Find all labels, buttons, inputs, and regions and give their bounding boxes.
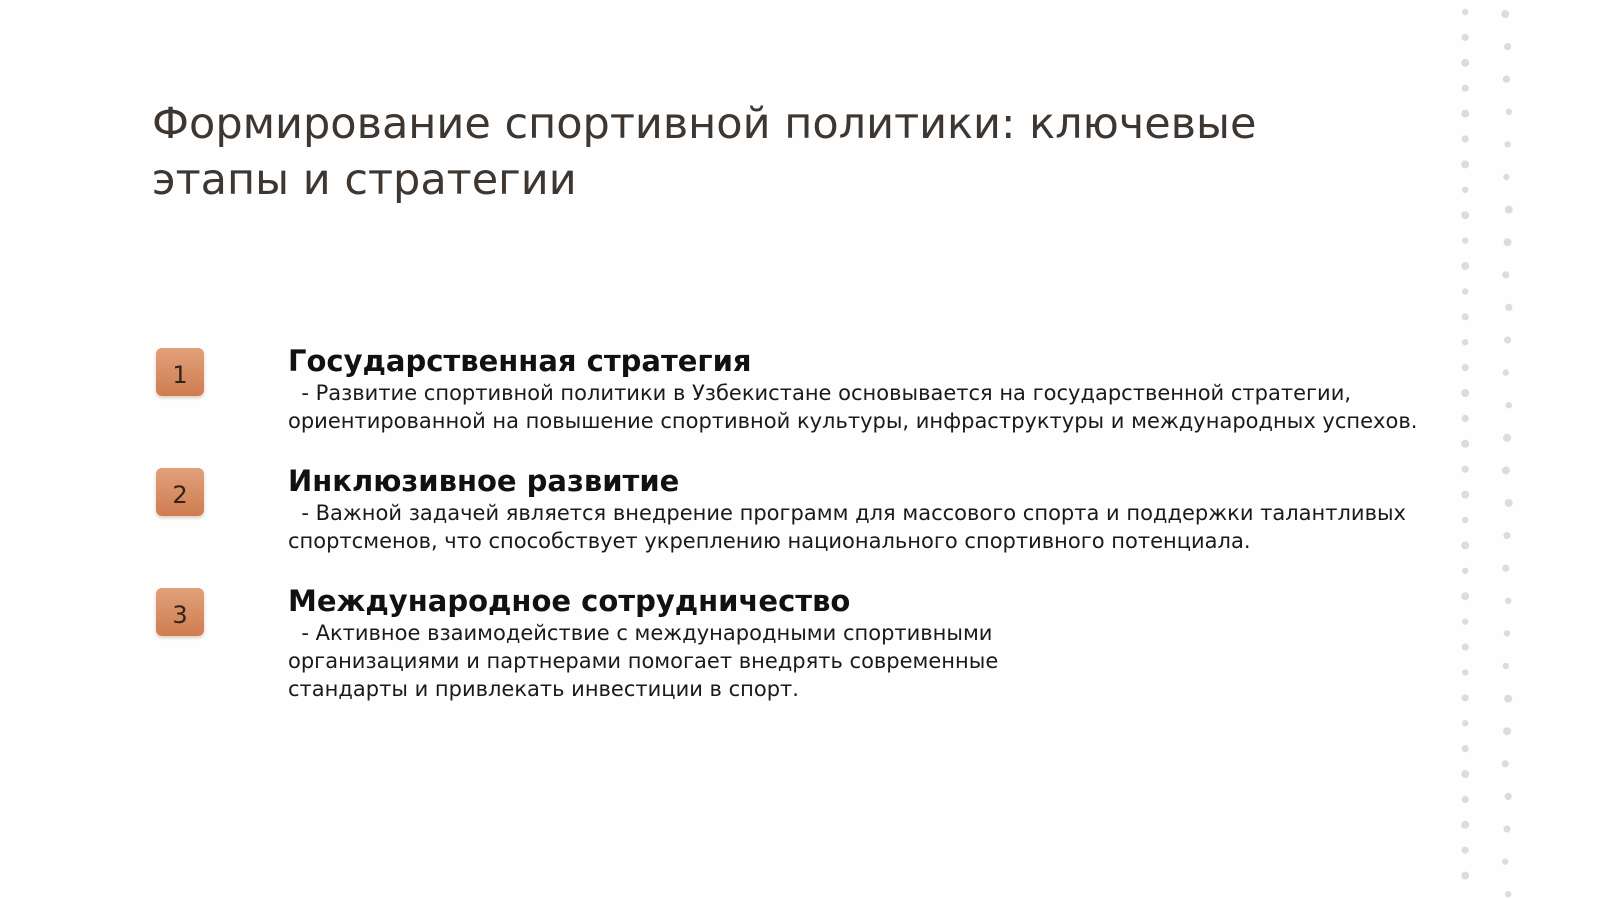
decor-dot (1462, 237, 1468, 243)
dotted-column-decoration-icon (1455, 0, 1535, 899)
decor-dot (1503, 369, 1509, 375)
decor-dot (1506, 402, 1512, 408)
decor-dot (1503, 663, 1509, 669)
decor-dot (1503, 825, 1510, 832)
decor-dot (1461, 821, 1469, 829)
decor-dot (1462, 288, 1468, 294)
decor-dot (1462, 669, 1468, 675)
item-description (288, 619, 998, 703)
slide-title (152, 96, 1382, 208)
decor-dot (1502, 466, 1510, 474)
decor-dot (1461, 262, 1469, 270)
decor-dot (1462, 34, 1469, 41)
item-title: Международное сотрудничество (288, 584, 851, 618)
decor-dot (1461, 770, 1469, 778)
decor-dot (1506, 109, 1512, 115)
decor-dot (1504, 141, 1510, 147)
item-description-line: - Развитие спортивной политики в Узбекистане основывается на государственной стратегии, (288, 381, 1352, 405)
decor-dot (1461, 389, 1469, 397)
item-title: Инклюзивное развитие (288, 464, 680, 498)
decor-dot (1461, 211, 1469, 219)
decor-dot (1462, 847, 1469, 854)
decor-dot (1461, 110, 1469, 118)
decor-dot (1462, 85, 1469, 92)
decor-dot (1503, 174, 1509, 180)
decor-dot (1462, 643, 1469, 650)
decor-dot (1502, 565, 1509, 572)
decor-dot (1504, 43, 1511, 50)
decor-dot (1504, 630, 1510, 636)
number-badge: 1 (156, 348, 204, 396)
decor-dot (1502, 760, 1509, 767)
decor-dot (1504, 695, 1512, 703)
decor-dot (1462, 568, 1468, 574)
decor-dot (1462, 9, 1468, 15)
item-description-line: стандарты и привлекать инвестиции в спорт. (288, 677, 799, 701)
number-badge: 2 (156, 468, 204, 516)
item-description-line: - Активное взаимодействие с международными спортивными (288, 621, 993, 645)
decor-dot (1501, 10, 1509, 18)
item-description-line: спортсменов, что способствует укреплению национального спортивного потенциала. (288, 529, 1251, 553)
decor-dot (1505, 304, 1512, 311)
item-description (288, 379, 1417, 435)
decor-dot (1462, 796, 1469, 803)
decor-dot (1503, 434, 1511, 442)
decor-dot (1461, 59, 1469, 67)
item-title: Государственная стратегия (288, 344, 752, 378)
decor-dot (1461, 440, 1469, 448)
decor-dot (1461, 872, 1469, 880)
decor-dot (1502, 858, 1508, 864)
decor-dot (1461, 160, 1469, 168)
decor-dot (1462, 339, 1468, 345)
decor-dot (1462, 135, 1469, 142)
decor-dot (1462, 745, 1469, 752)
decor-dot (1505, 891, 1511, 897)
decor-dot (1461, 491, 1469, 499)
decor-dot (1462, 415, 1469, 422)
decor-dot (1462, 618, 1468, 624)
decor-dot (1505, 206, 1513, 214)
slide-title-line-1: Формирование спортивной политики: ключевые (152, 99, 1257, 149)
decor-dot (1461, 592, 1469, 600)
decor-dot (1462, 187, 1468, 193)
item-description-line: организациями и партнерами помогает внедрять современные (288, 649, 999, 673)
number-badge: 3 (156, 588, 204, 636)
decor-dot (1462, 466, 1469, 473)
slide-title-line-2: этапы и стратегии (152, 155, 577, 205)
decor-dot (1462, 313, 1469, 320)
decor-dot (1461, 541, 1469, 549)
decor-dot (1505, 598, 1511, 604)
decor-dot (1462, 720, 1468, 726)
decor-dot (1504, 238, 1512, 246)
item-description-line: - Важной задачей является внедрение программ для массового спорта и поддержки талантливых (288, 501, 1406, 525)
decor-dot (1504, 336, 1511, 343)
decor-dot (1462, 694, 1469, 701)
item-description (288, 499, 1406, 555)
decor-dot (1503, 532, 1510, 539)
decor-dot (1505, 499, 1513, 507)
decor-dot (1503, 76, 1510, 83)
item-description-line: ориентированной на повышение спортивной культуры, инфраструктуры и международных успехов. (288, 409, 1418, 433)
decor-dot (1503, 727, 1511, 735)
decor-dot (1462, 517, 1468, 523)
decor-dot (1505, 793, 1512, 800)
decor-dot (1462, 364, 1469, 371)
decor-dot (1502, 271, 1509, 278)
